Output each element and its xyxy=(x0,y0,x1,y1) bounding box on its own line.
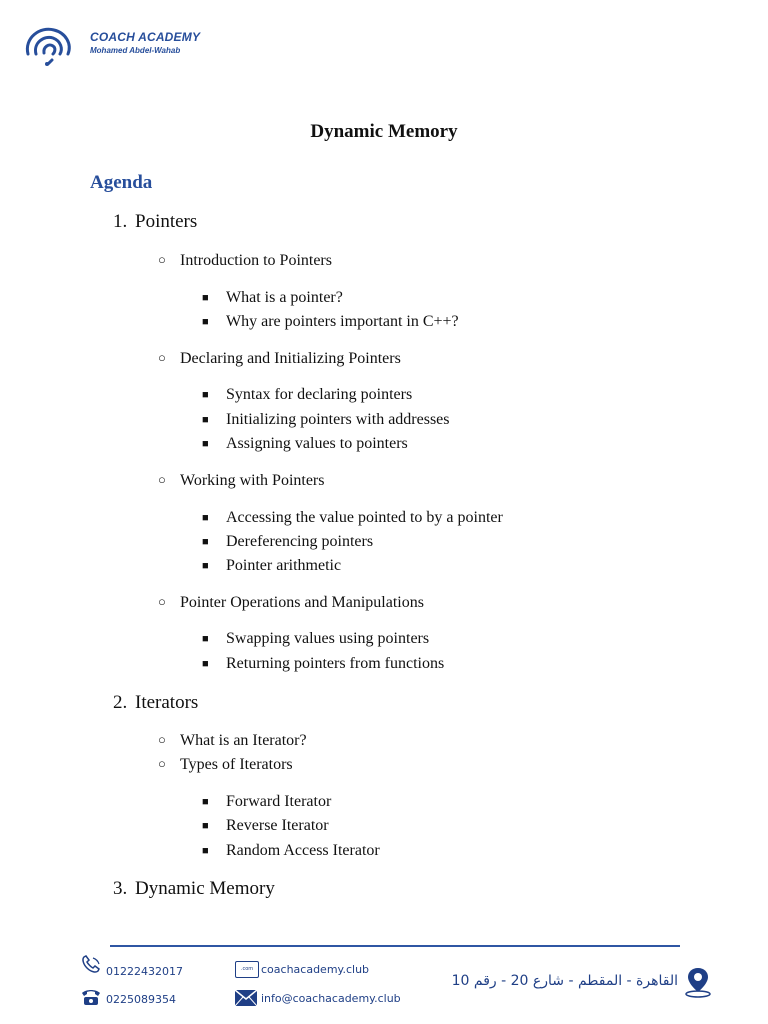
list-item-text: Assigning values to pointers xyxy=(226,435,408,452)
location-pin-icon xyxy=(683,966,713,998)
address-text: القاهرة - المقطم - شارع 20 - رقم 10 xyxy=(451,973,678,989)
list-item-text: Why are pointers important in C++? xyxy=(226,313,459,330)
section-dynamic-memory xyxy=(113,878,275,900)
list-item xyxy=(202,557,341,575)
document-title: Dynamic Memory xyxy=(310,121,458,142)
website-icon-label: .com xyxy=(240,966,254,972)
list-item xyxy=(202,817,329,835)
list-item xyxy=(202,630,429,648)
square-bullet-icon: ■ xyxy=(202,820,209,832)
list-item-text: Dereferencing pointers xyxy=(226,533,374,550)
website-icon xyxy=(235,961,259,978)
subsection-title: Introduction to Pointers xyxy=(180,252,332,269)
list-item xyxy=(202,411,450,429)
square-bullet-icon: ■ xyxy=(202,414,209,426)
square-bullet-icon: ■ xyxy=(202,658,209,670)
list-item-text: What is a pointer? xyxy=(226,289,343,306)
square-bullet-icon: ■ xyxy=(202,845,209,857)
list-item xyxy=(202,793,331,811)
list-item xyxy=(202,289,343,307)
section-iterators xyxy=(113,692,198,714)
list-item xyxy=(202,435,408,453)
subsection-item xyxy=(158,732,307,750)
website-link[interactable]: coachacademy.club xyxy=(261,963,370,976)
hollow-bullet-icon: ○ xyxy=(158,732,166,747)
list-item xyxy=(202,655,444,673)
list-item xyxy=(202,533,373,551)
subsection-title: Pointer Operations and Manipulations xyxy=(180,594,424,611)
list-item-text: Returning pointers from functions xyxy=(226,655,445,672)
coach-academy-logo-icon xyxy=(22,24,78,66)
subsection-title: Types of Iterators xyxy=(180,756,293,773)
section-title: Iterators xyxy=(135,692,199,713)
subsection-title: What is an Iterator? xyxy=(180,732,307,749)
section-number: 1. xyxy=(113,211,128,232)
hollow-bullet-icon: ○ xyxy=(158,350,166,365)
list-item-text: Accessing the value pointed to by a pointer xyxy=(226,509,503,526)
mobile-phone-number[interactable]: 01222432017 xyxy=(106,965,183,978)
square-bullet-icon: ■ xyxy=(202,512,209,524)
subsection-item xyxy=(158,594,424,612)
footer-divider xyxy=(110,945,680,947)
subsection-item xyxy=(158,756,293,774)
hollow-bullet-icon: ○ xyxy=(158,594,166,609)
hollow-bullet-icon: ○ xyxy=(158,756,166,771)
list-item-text: Random Access Iterator xyxy=(226,842,380,859)
list-item-text: Initializing pointers with addresses xyxy=(226,411,450,428)
agenda-heading: Agenda xyxy=(90,172,153,193)
square-bullet-icon: ■ xyxy=(202,633,209,645)
list-item-text: Pointer arithmetic xyxy=(226,557,342,574)
section-number: 2. xyxy=(113,692,128,713)
square-bullet-icon: ■ xyxy=(202,389,209,401)
list-item-text: Forward Iterator xyxy=(226,793,332,810)
list-item xyxy=(202,386,412,404)
square-bullet-icon: ■ xyxy=(202,316,209,328)
mobile-phone-icon xyxy=(80,955,102,975)
hollow-bullet-icon: ○ xyxy=(158,472,166,487)
section-pointers xyxy=(113,211,197,233)
email-icon xyxy=(235,990,257,1006)
list-item-text: Swapping values using pointers xyxy=(226,630,430,647)
landline-phone-number[interactable]: 0225089354 xyxy=(106,993,176,1006)
square-bullet-icon: ■ xyxy=(202,292,209,304)
square-bullet-icon: ■ xyxy=(202,560,209,572)
subsection-item xyxy=(158,472,324,490)
list-item-text: Reverse Iterator xyxy=(226,817,329,834)
section-number: 3. xyxy=(113,878,128,899)
list-item xyxy=(202,842,380,860)
list-item-text: Syntax for declaring pointers xyxy=(226,386,413,403)
square-bullet-icon: ■ xyxy=(202,438,209,450)
list-item xyxy=(202,509,503,527)
brand-author: Mohamed Abdel-Wahab xyxy=(90,46,181,55)
list-item xyxy=(202,313,459,331)
square-bullet-icon: ■ xyxy=(202,536,209,548)
section-title: Dynamic Memory xyxy=(135,878,275,899)
hollow-bullet-icon: ○ xyxy=(158,252,166,267)
subsection-item xyxy=(158,252,332,270)
subsection-item xyxy=(158,350,401,368)
landline-phone-icon xyxy=(80,987,102,1007)
email-link[interactable]: info@coachacademy.club xyxy=(261,992,401,1005)
subsection-title: Working with Pointers xyxy=(180,472,325,489)
brand-name: COACH ACADEMY xyxy=(90,30,201,44)
square-bullet-icon: ■ xyxy=(202,796,209,808)
subsection-title: Declaring and Initializing Pointers xyxy=(180,350,401,367)
section-title: Pointers xyxy=(135,211,198,232)
